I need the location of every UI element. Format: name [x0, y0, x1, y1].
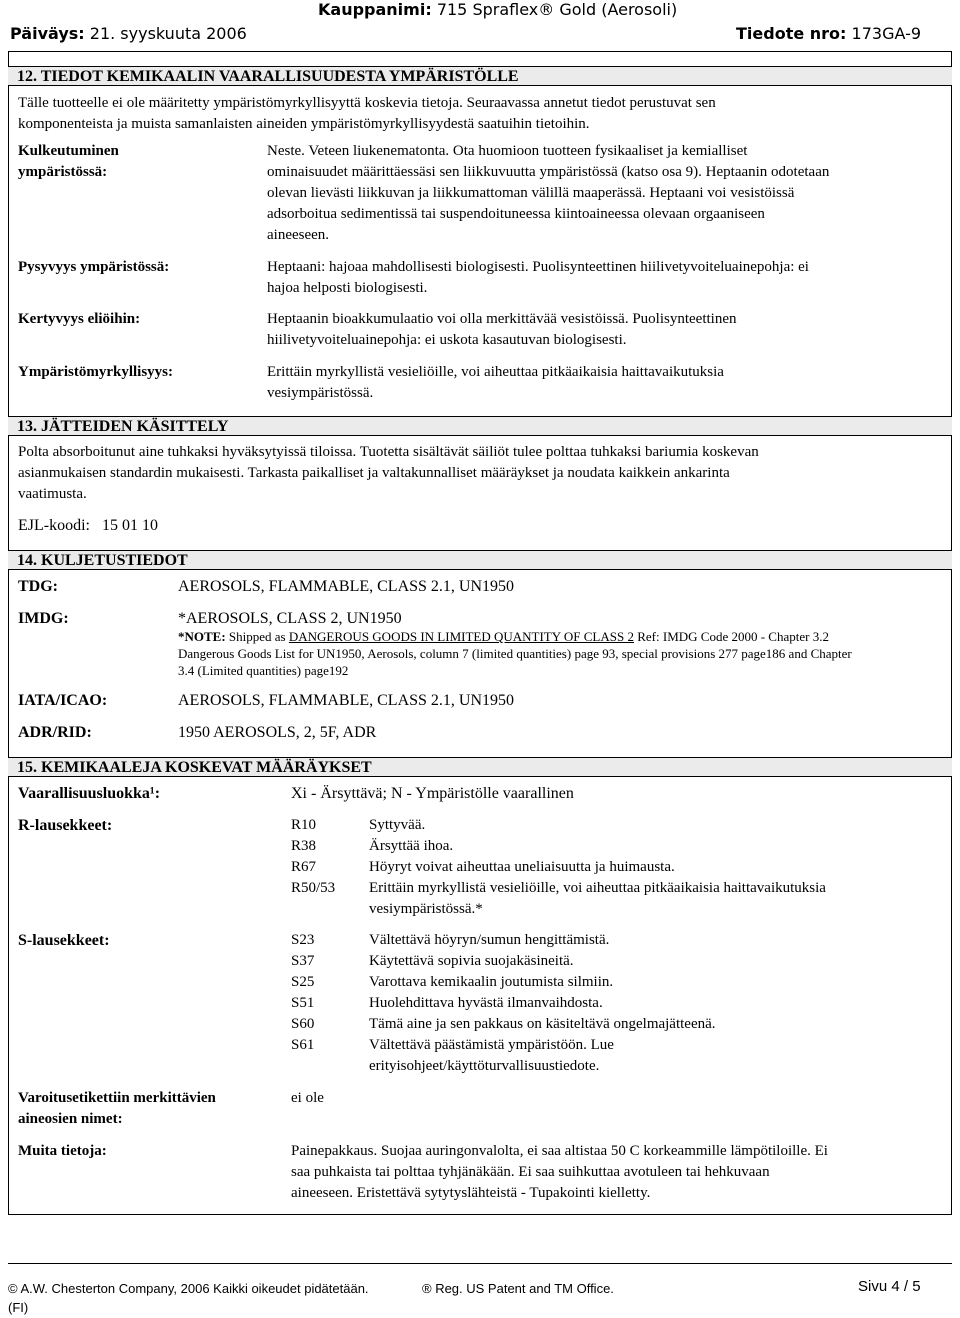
- imdg-note-line-3: 3.4 (Limited quantities) page192: [178, 663, 349, 678]
- hazard-class-value: Xi - Ärsyttävä; N - Ympäristölle vaarallinen: [291, 785, 574, 802]
- r-text-cont: vesiympäristössä.*: [369, 901, 483, 917]
- s-code: S60: [291, 1016, 315, 1032]
- transport-line-1: Neste. Veteen liukenematonta. Ota huomioon tuotteen fysikaaliset ja kemialliset: [267, 143, 748, 159]
- s-code: S51: [291, 995, 315, 1011]
- transport-line-2: ominaisuudet määrittäessäsi sen liikkuvuutta ympäristössä (katso osa 9). Heptaanin odotetaan: [267, 164, 830, 180]
- footer-copyright: © A.W. Chesterton Company, 2006 Kaikki oikeudet pidätetään.: [8, 1281, 369, 1296]
- transport-line-4: adsorboitua sedimentissä tai suspendoituneessa kiintoaineessa olevaan orgaaniseen: [267, 206, 765, 222]
- bioaccumulation-line-2: hiilivetyvoiteluainepohja: ei uskota kasautuvan biologisesti.: [267, 332, 627, 348]
- r-text: Ärsyttää ihoa.: [369, 838, 454, 854]
- imdg-label: IMDG:: [18, 610, 69, 627]
- other-info-label: Muita tietoja:: [18, 1143, 107, 1159]
- footer-language: (FI): [8, 1300, 29, 1315]
- r-code: R50/53: [291, 880, 336, 896]
- s-text: Käytettävä sopivia suojakäsineitä.: [369, 953, 574, 969]
- section-13-title: 13. JÄTTEIDEN KÄSITTELY: [8, 416, 952, 436]
- s-phrases-label: S-lausekkeet:: [18, 932, 110, 949]
- footer-divider: [8, 1263, 952, 1264]
- other-info-line-1: Painepakkaus. Suojaa auringonvalolta, ei saa altistaa 50 C korkeammille lämpötiloille. Ei: [291, 1143, 828, 1159]
- adr-label: ADR/RID:: [18, 724, 92, 741]
- tdg-value: AEROSOLS, FLAMMABLE, CLASS 2.1, UN1950: [178, 578, 515, 595]
- r-code: R10: [291, 817, 317, 833]
- s-code: S25: [291, 974, 315, 990]
- r-text: Höyryt voivat aiheuttaa uneliaisuutta ja huimausta.: [369, 859, 675, 875]
- date: [10, 23, 247, 44]
- ecotoxicity-label: Ympäristömyrkyllisyys:: [18, 364, 173, 380]
- footer-page-number: Sivu 4 / 5: [858, 1278, 921, 1295]
- bulletin-value: 173GA-9: [851, 24, 922, 43]
- bulletin-number: [736, 23, 921, 44]
- s13-line-2: asianmukaisen standardin mukaisesti. Tarkasta paikalliset ja valtakunnalliset määräykset ja noudata kaikkein ankarinta: [18, 465, 730, 481]
- note-underlined: DANGEROUS GOODS IN LIMITED QUANTITY OF CLASS 2: [288, 629, 634, 644]
- date-value: 21. syyskuuta 2006: [89, 24, 247, 43]
- transport-line-3: olevan lievästi liikkuvan ja liikkumattoman välillä maaperässä. Heptaani voi vesistöissä: [267, 185, 795, 201]
- hazard-class-label: Vaarallisuusluokka¹:: [18, 785, 161, 802]
- note-pre: Shipped as: [228, 629, 286, 644]
- label-components-label-2: aineosien nimet:: [18, 1111, 123, 1127]
- other-info-line-2: saa puhkaista tai polttaa tyhjänäkään. Ei saa suihkuttaa avotuleen tai hehkuvaan: [291, 1164, 770, 1180]
- ecotoxicity-line-2: vesiympäristössä.: [267, 385, 374, 401]
- footer-registered: ® Reg. US Patent and TM Office.: [422, 1281, 614, 1296]
- s13-line-3: vaatimusta.: [18, 486, 87, 502]
- r-text: Erittäin myrkyllistä vesieliöille, voi aiheuttaa pitkäaikaisia haittavaikutuksia: [369, 880, 826, 896]
- s-code: S37: [291, 953, 315, 969]
- bioaccumulation-line-1: Heptaanin bioakkumulaatio voi olla merkittävää vesistöissä. Puolisynteettinen: [267, 311, 737, 327]
- transport-line-5: aineeseen.: [267, 227, 330, 243]
- ewc-value: 15 01 10: [102, 517, 158, 534]
- date-label: Päiväys:: [10, 24, 85, 43]
- r-code: R38: [291, 838, 317, 854]
- trade-name-value: 715 Spraflex® Gold (Aerosoli): [436, 0, 678, 19]
- s13-line-1: Polta absorboitunut aine tuhkaksi hyväksytyissä tiloissa. Tuotetta sisältävät säiliöt tulee polttaa tuhkaksi bariumia koskevan: [18, 444, 759, 460]
- trade-name: [318, 0, 677, 20]
- r-text: Syttyvää.: [369, 817, 426, 833]
- section-14-title: 14. KULJETUSTIEDOT: [8, 550, 952, 570]
- other-info-line-3: aineeseen. Eristettävä sytytyslähteistä - Tupakointi kielletty.: [291, 1185, 651, 1201]
- trade-name-label: Kauppanimi:: [318, 0, 432, 19]
- transport-label-1: Kulkeutuminen: [18, 143, 119, 159]
- ecotoxicity-line-1: Erittäin myrkyllistä vesieliöille, voi aiheuttaa pitkäaikaisia haittavaikutuksia: [267, 364, 724, 380]
- s12-intro-2: komponenteista ja muista samanlaisten aineiden ympäristömyrkyllisyydestä saatuihin tietoihin.: [18, 116, 590, 132]
- iata-label: IATA/ICAO:: [18, 692, 108, 709]
- s-text: Vältettävä höyryn/sumun hengittämistä.: [369, 932, 610, 948]
- transport-label-2: ympäristössä:: [18, 164, 108, 180]
- iata-value: AEROSOLS, FLAMMABLE, CLASS 2.1, UN1950: [178, 692, 515, 709]
- s12-intro-1: Tälle tuotteelle ei ole määritetty ympäristömyrkyllisyyttä koskevia tietoja. Seuraavassa annetut tiedot perustuvat sen: [18, 95, 716, 111]
- persistence-line-1: Heptaani: hajoaa mahdollisesti biologisesti. Puolisynteettinen hiilivetyvoiteluainepohja: ei: [267, 259, 809, 275]
- adr-value: 1950 AEROSOLS, 2, 5F, ADR: [178, 724, 377, 741]
- note-post: Ref: IMDG Code 2000 - Chapter 3.2: [637, 629, 829, 644]
- s-text-cont: erityisohjeet/käyttöturvallisuustiedote.: [369, 1058, 600, 1074]
- r-phrases-label: R-lausekkeet:: [18, 817, 113, 834]
- label-components-value: ei ole: [291, 1090, 324, 1106]
- s-text: Vältettävä päästämistä ympäristöön. Lue: [369, 1037, 614, 1053]
- persistence-label: Pysyvyys ympäristössä:: [18, 259, 170, 275]
- section-15-title: 15. KEMIKAALEJA KOSKEVAT MÄÄRÄYKSET: [8, 757, 952, 777]
- s-text: Varottava kemikaalin joutumista silmiin.: [369, 974, 614, 990]
- s-code: S61: [291, 1037, 315, 1053]
- section-12-title: 12. TIEDOT KEMIKAALIN VAARALLISUUDESTA YMPÄRISTÖLLE: [8, 66, 952, 86]
- note-label: *NOTE:: [178, 629, 226, 644]
- imdg-value: *AEROSOLS, CLASS 2, UN1950: [178, 610, 402, 627]
- r-code: R67: [291, 859, 317, 875]
- tdg-label: TDG:: [18, 578, 58, 595]
- bioaccumulation-label: Kertyvyys eliöihin:: [18, 311, 141, 327]
- label-components-label-1: Varoitusetikettiin merkittävien: [18, 1090, 216, 1106]
- ewc-label: EJL-koodi:: [18, 517, 90, 534]
- s-text: Tämä aine ja sen pakkaus on käsiteltävä ongelmajätteenä.: [369, 1016, 716, 1032]
- bulletin-label: Tiedote nro:: [736, 24, 847, 43]
- s-text: Huolehdittava hyvästä ilmanvaihdosta.: [369, 995, 603, 1011]
- ewc-code: [18, 515, 158, 536]
- imdg-note-line-2: Dangerous Goods List for UN1950, Aerosols, column 7 (limited quantities) page 93, special provisions 277 page186 and Chapter: [178, 646, 852, 661]
- s-code: S23: [291, 932, 315, 948]
- imdg-note-line-1: [178, 628, 829, 645]
- persistence-line-2: hajoa helposti biologisesti.: [267, 280, 428, 296]
